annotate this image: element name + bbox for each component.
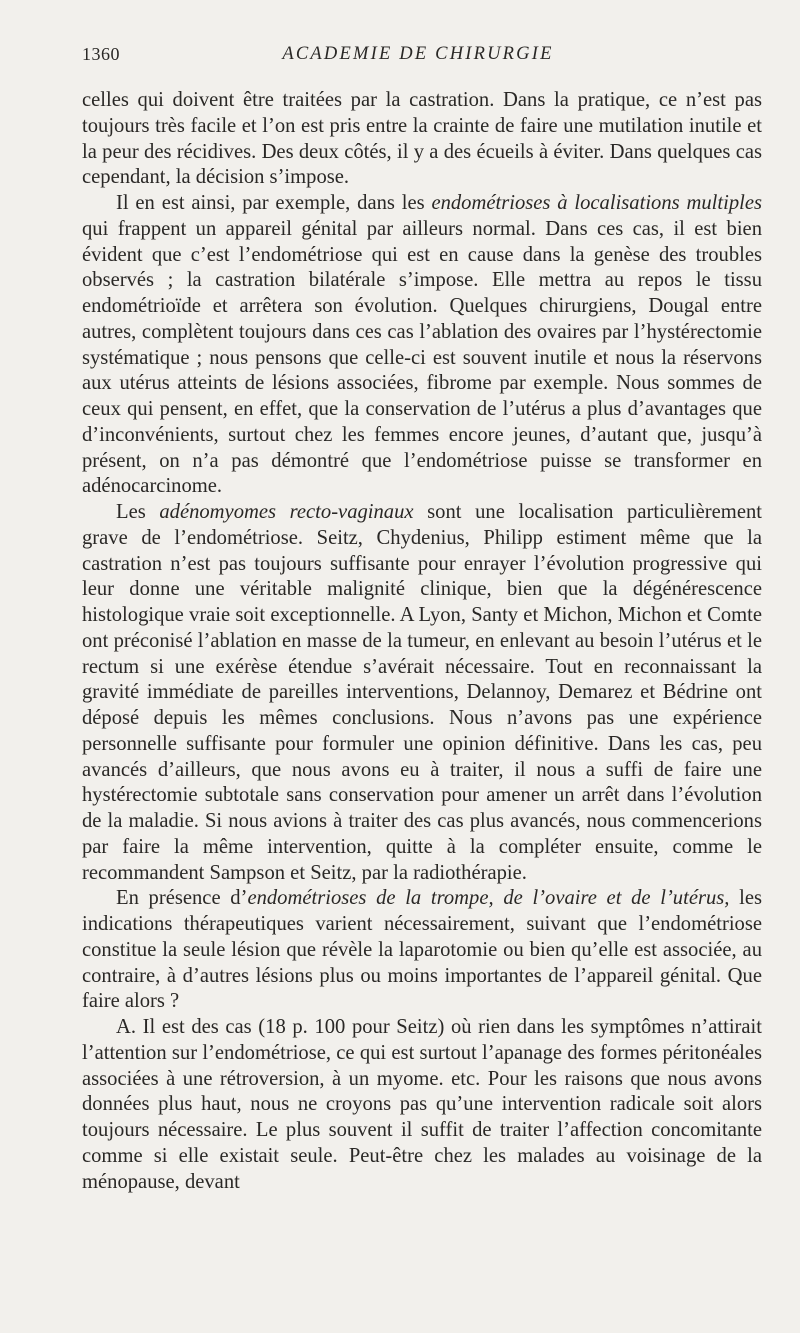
text-run: A. Il est des cas (18 p. 100 pour Seitz) où rien dans les symptômes n’attirait l’attention sur l’endométriose, ce qui est surtout l’apanage des formes péritonéales associées à une rétroversion, à un myome. etc. Pour les raisons que nous avons données plus haut, nous ne croyons pas qu’une intervention radicale soit alors toujours nécessaire. Le plus souvent il suffit de traiter l’affection concomitante comme si elle existait seule. Peut-être chez les malades au voisinage de la ménopause, devant xyxy=(82,1016,762,1193)
text-run: Les xyxy=(116,501,160,523)
paragraph xyxy=(82,88,762,191)
paragraph xyxy=(82,1015,762,1195)
text-run: qui frappent un appareil génital par ailleurs normal. Dans ces cas, il est bien évident que c’est l’endométriose qui est en cause dans la genèse des troubles observés ; la castration bilatérale s’impose. Elle mettra au repos le tissu endométrioïde et arrêtera son évolution. Quelques chirurgiens, Dougal entre autres, complètent toujours dans ces cas l’ablation des ovaires par l’hystérectomie systématique ; nous pensons que celle-ci est souvent inutile et nous la réservons aux utérus atteints de lésions associées, fibrome par exemple. Nous sommes de ceux qui pensent, en effet, que la conservation de l’utérus a plus d’avantages que d’inconvénients, surtout chez les femmes encore jeunes, d’autant que, jusqu’à présent, on n’a pas démontré que l’endométriose puisse se transformer en adénocarcinome. xyxy=(82,217,762,498)
paragraph xyxy=(82,886,762,1015)
text-run: En présence d’ xyxy=(116,887,248,910)
page-header xyxy=(82,44,754,72)
paragraph xyxy=(82,191,762,500)
text-run: celles qui doivent être traitées par la castration. Dans la pratique, ce n’est pas toujours très facile et l’on est pris entre la crainte de faire une mutilation inutile et la peur des récidives. Des deux côtés, il y a des écueils à éviter. Dans quelques cas cependant, la décision s’impose. xyxy=(82,89,762,189)
running-head: ACADEMIE DE CHIRURGIE xyxy=(282,44,554,64)
page-number: 1360 xyxy=(82,44,120,64)
body-text xyxy=(82,88,762,1195)
emphasis-term: endométrioses de la trompe, de l’ovaire et de l’utérus, xyxy=(247,887,730,910)
emphasis-term: adénomyomes recto-vaginaux xyxy=(159,501,414,523)
text-run: les indications thérapeutiques varient nécessairement, suivant que l’endométriose constitue la seule lésion que révèle la laparotomie ou bien qu’elle est associée, au contraire, à d’autres lésions plus ou moins importantes de l’appareil génital. Que faire alors ? xyxy=(82,887,762,1013)
text-run: sont une localisation particulièrement grave de l’endométriose. Seitz, Chydenius, Philipp estiment même que la castration n’est pas toujours suffisante pour enrayer l’évolution progressive qui leur donne une véritable malignité clinique, bien que la dégénérescence histologique vraie soit exceptionnelle. A Lyon, Santy et Michon, Michon et Comte ont préconisé l’ablation en masse de la tumeur, en enlevant au besoin l’utérus et le rectum si une exérèse étendue s’avérait nécessaire. Tout en reconnaissant la gravité immédiate de pareilles interventions, Delannoy, Demarez et Bédrine ont déposé depuis les mêmes conclusions. Nous n’avons pas une expérience personnelle suffisante pour formuler une opinion définitive. Dans les cas, peu avancés d’ailleurs, que nous avons eu à traiter, il nous a suffi de faire une hystérectomie subtotale sans conservation pour amener un arrêt dans l’évolution de la maladie. Si nous avions à traiter des cas plus avancés, nous commencerions par faire la même intervention, quitte à la compléter ensuite, comme le recommandent Sampson et Seitz, par la radiothérapie. xyxy=(82,501,762,884)
paragraph xyxy=(82,500,762,886)
emphasis-term: endométrioses à localisations multiples xyxy=(431,192,762,214)
text-run: Il en est ainsi, par exemple, dans les xyxy=(116,192,432,214)
